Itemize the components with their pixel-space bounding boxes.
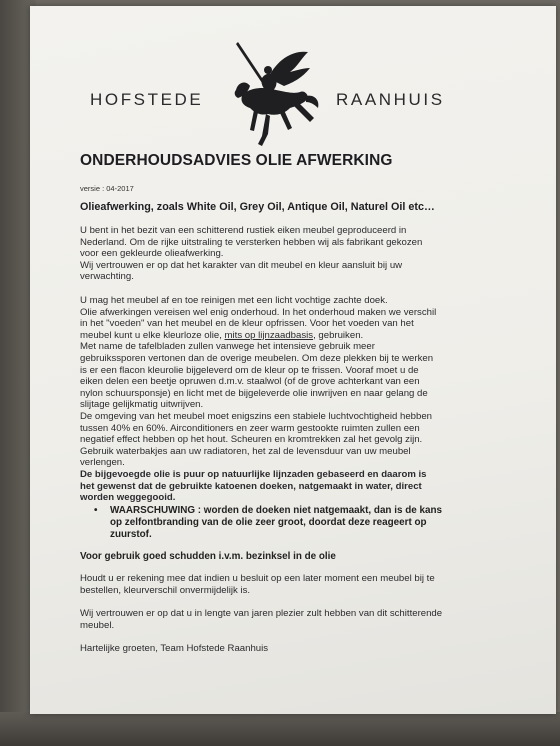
text-line: Gebruik waterbakjes aan uw radiatoren, het zal de levensduur van uw meubel <box>80 445 411 457</box>
logo-text-right: RAANHUIS <box>336 90 445 109</box>
warning-line: op zelfontbranding van de olie zeer groot, doordat deze reageert op <box>110 517 427 528</box>
subtitle: Olieafwerking, zoals White Oil, Grey Oil, Antique Oil, Naturel Oil etc… <box>80 201 435 213</box>
maintenance-paragraph <box>80 295 510 504</box>
text-line: Houdt u er rekening mee dat indien u besluit op een later moment een meubel bij te <box>80 573 435 584</box>
reorder-paragraph <box>80 573 510 596</box>
text-line: negatief effect hebben op het hout. Scheuren en kromtrekken zal het gevolg zijn. <box>80 434 423 446</box>
text-line: bestellen, kleurverschil onvermijdelijk is. <box>80 584 251 596</box>
trust-paragraph <box>80 608 510 631</box>
shake-note: Voor gebruik goed schudden i.v.m. bezinksel in de olie <box>80 551 336 562</box>
text-line: Met name de tafelbladen zullen vanwege het intensieve gebruik meer <box>80 341 375 353</box>
text-line: nylon schuursponsje) en licht met de bijgeleverde olie inwrijven en naar gelang de <box>80 387 428 399</box>
text-line: tussen 40% en 60%. Airconditioners en zeer warm gestookte ruimten zullen een <box>80 422 420 434</box>
bold-text-line: De bijgevoegde olie is puur op natuurlijke lijnzaden gebaseerd en daarom is <box>80 468 427 480</box>
bold-text-line: het gewenst dat de gebruikte katoenen doeken, natgemaakt in water, direct <box>80 480 422 492</box>
closing-line: Hartelijke groeten, Team Hofstede Raanhuis <box>80 643 269 654</box>
text-line: is er een flacon kleurolie bijgeleverd om de kleur op te frissen. Vooraf moet u de <box>80 364 419 376</box>
logo-text-left: HOFSTEDE <box>90 90 204 109</box>
winged-horse-rider-icon <box>228 38 324 150</box>
text-span: meubel kunt u elke kleurloze olie, <box>80 329 225 341</box>
text-line: meubel. <box>80 619 115 631</box>
warning-line: zuurstof. <box>110 529 152 540</box>
text-line: Wij vertrouwen er op dat u in lengte van jaren plezier zult hebben van dit schitterende <box>80 608 443 619</box>
text-line: voor een gekleurde olieafwerking. <box>80 248 224 260</box>
text-line: eiken delen een beetje opruwen d.m.v. staalwol (of de grove achterkant van een <box>80 376 420 388</box>
text-line: verlengen. <box>80 457 125 469</box>
background-shadow-bottom <box>0 712 560 746</box>
intro-paragraph <box>80 225 510 283</box>
text-span: , gebruiken. <box>313 329 364 341</box>
text-line: Nederland. Om de rijke uitstraling te versterken hebben wij als fabrikant gekozen <box>80 236 423 248</box>
text-line: U bent in het bezit van een schitterend rustiek eiken meubel geproduceerd in <box>80 225 407 236</box>
text-line: U mag het meubel af en toe reinigen met een licht vochtige zachte doek. <box>80 295 388 306</box>
warning-line: WAARSCHUWING : worden de doeken niet natgemaakt, dan is de kans <box>110 505 442 516</box>
page-title: ONDERHOUDSADVIES OLIE AFWERKING <box>80 152 393 169</box>
text-line: gebruikssporen vertonen dan de overige meubelen. Om deze plekken bij te werken <box>80 352 434 364</box>
text-line: verwachting. <box>80 271 134 283</box>
text-line: in het "voeden" van het meubel en de kleur opfrissen. Voor het voeden van het <box>80 318 414 330</box>
version-label: versie : 04-2017 <box>80 184 134 193</box>
document-page <box>30 6 556 714</box>
text-line: Olie afwerkingen vereisen wel enig onderhoud. In het onderhoud maken we verschil <box>80 306 437 318</box>
text-line <box>80 330 510 342</box>
text-line: slijtage gelijkmatig uitwrijven. <box>80 399 204 411</box>
text-line: De omgeving van het meubel moet enigszins een stabiele luchtvochtigheid hebben <box>80 410 432 422</box>
bullet-icon: • <box>94 505 98 516</box>
bold-text-line: worden weggegooid. <box>80 492 176 504</box>
text-line: Wij vertrouwen er op dat het karakter van dit meubel en kleur aansluit bij uw <box>80 259 403 271</box>
warning-bullet-item <box>94 505 504 541</box>
underlined-phrase: mits op lijnzaadbasis <box>224 329 314 341</box>
